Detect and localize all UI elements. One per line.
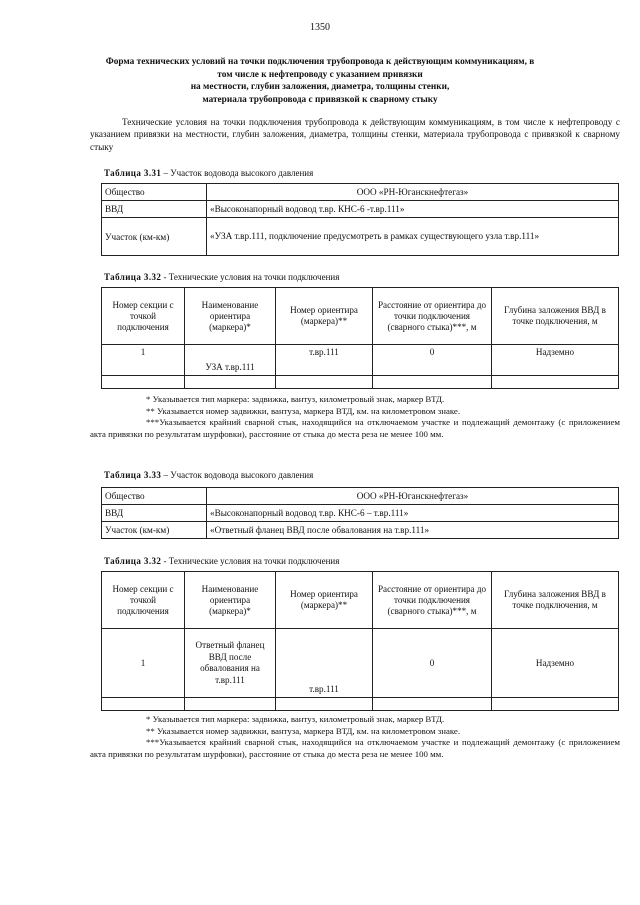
- table-cell: «УЗА т.вр.111, подключение предусмотреть в рамках существующего узла т.вр.111»: [207, 218, 619, 256]
- table4-caption-text: - Технические условия на точки подключения: [161, 556, 340, 566]
- table4-caption-label: Таблица 3.32: [104, 556, 162, 566]
- table2-footnotes: [90, 394, 620, 440]
- table-cell: [185, 376, 276, 389]
- table-cell: Участок (км-км): [102, 522, 207, 539]
- footnote: ***Указывается крайний сварной стык, находящийся на отключаемом участке и подлежащий демонтажу (с приложением акта привязки по результатам шурфовки), расстояние от стыка до места реза не менее 100 мм.: [90, 737, 620, 759]
- table-cell: Надземно: [492, 345, 619, 376]
- page-number: 1350: [310, 22, 330, 33]
- table4-connection-conditions: [101, 571, 619, 711]
- table-cell: [373, 376, 492, 389]
- table-cell: «Высоконапорный водовод т.вр. КНС-6 -т.вр.111»: [207, 201, 619, 218]
- table3-caption-text: – Участок водовода высокого давления: [161, 470, 314, 480]
- intro-paragraph: Технические условия на точки подключения трубопровода к действующим коммуникациям, в том числе к нефтепроводу с указанием привязки на местности, глубин заложения, диаметра, толщины стенки, материала трубопровода с привязкой к сварному стыку: [90, 117, 620, 152]
- table-cell: [276, 376, 373, 389]
- table-cell: «Высоконапорный водовод т.вр. КНС-6 – т.вр.111»: [207, 505, 619, 522]
- table2-connection-conditions: [101, 287, 619, 389]
- table3-section-info: [101, 487, 619, 539]
- table-cell: т.вр.111: [276, 629, 373, 698]
- title-line: материала трубопровода с привязкой к сварному стыку: [202, 94, 438, 105]
- table-cell: [492, 698, 619, 711]
- title-line: том числе к нефтепроводу с указанием привязки: [217, 69, 423, 80]
- table2-caption-text: - Технические условия на точки подключения: [161, 272, 340, 282]
- table-row: [102, 522, 619, 539]
- table4-footnotes: [90, 714, 620, 760]
- title-line: Форма технических условий на точки подключения трубопровода к действующим коммуникациям, в: [105, 57, 535, 67]
- column-header: Глубина заложения ВВД в точке подключения, м: [492, 288, 619, 345]
- title-line: на местности, глубин заложения, диаметра, толщины стенки,: [190, 82, 450, 92]
- table1-caption: [104, 168, 313, 178]
- column-header: Глубина заложения ВВД в точке подключения, м: [492, 572, 619, 629]
- table-row: [102, 201, 619, 218]
- table3-caption: [104, 470, 313, 480]
- table4-caption: [104, 556, 339, 566]
- table-cell: ВВД: [102, 505, 207, 522]
- table-cell: ООО «РН-Юганскнефтегаз»: [207, 488, 619, 505]
- table-cell: Общество: [102, 184, 207, 201]
- table-cell: УЗА т.вр.111: [185, 345, 276, 376]
- table-cell: [102, 698, 185, 711]
- table-row: [102, 488, 619, 505]
- document-title: [96, 56, 544, 106]
- table-cell: 0: [373, 345, 492, 376]
- table-cell: [492, 376, 619, 389]
- column-header: Расстояние от ориентира до точки подключения (сварного стыка)***, м: [373, 572, 492, 629]
- table-row: [102, 218, 619, 256]
- table3-caption-label: Таблица 3.33: [104, 470, 162, 480]
- table-row: [102, 698, 619, 711]
- footnote: ***Указывается крайний сварной стык, находящийся на отключаемом участке и подлежащий демонтажу (с приложением акта привязки по результатам шурфовки), расстояние от стыка до места реза не менее 100 мм.: [90, 417, 620, 439]
- column-header: Наименование ориентира (маркера)*: [185, 288, 276, 345]
- table-cell: [102, 376, 185, 389]
- table-cell: ООО «РН-Юганскнефтегаз»: [207, 184, 619, 201]
- footnote: * Указывается тип маркера: задвижка, вантуз, километровый знак, маркер ВТД.: [146, 714, 445, 724]
- table-cell: 1: [102, 629, 185, 698]
- column-header: Расстояние от ориентира до точки подключения (сварного стыка)***, м: [373, 288, 492, 345]
- table-cell: Общество: [102, 488, 207, 505]
- table-cell: [373, 698, 492, 711]
- table1-caption-text: – Участок водовода высокого давления: [161, 168, 314, 178]
- table-cell: Ответный фланец ВВД после обвалования на т.вр.111: [185, 629, 276, 698]
- table-cell: [185, 698, 276, 711]
- table-row: [102, 376, 619, 389]
- table-row: [102, 184, 619, 201]
- footnote: * Указывается тип маркера: задвижка, вантуз, километровый знак, маркер ВТД.: [146, 394, 445, 404]
- table-cell: Надземно: [492, 629, 619, 698]
- table-cell: Участок (км-км): [102, 218, 207, 256]
- table-row: [102, 345, 619, 376]
- table-cell: т.вр.111: [276, 345, 373, 376]
- table1-section-info: [101, 183, 619, 256]
- footnote: ** Указывается номер задвижки, вантуза, маркера ВТД, км. на километровом знаке.: [146, 725, 461, 736]
- table-cell: 0: [373, 629, 492, 698]
- footnote: ** Указывается номер задвижки, вантуза, маркера ВТД, км. на километровом знаке.: [146, 405, 461, 416]
- table-header-row: [102, 288, 619, 345]
- column-header: Наименование ориентира (маркера)*: [185, 572, 276, 629]
- table-row: [102, 629, 619, 698]
- table-cell: «Ответный фланец ВВД после обвалования на т.вр.111»: [207, 522, 619, 539]
- column-header: Номер секции с точкой подключения: [102, 572, 185, 629]
- column-header: Номер секции с точкой подключения: [102, 288, 185, 345]
- table1-caption-label: Таблица 3.31: [104, 168, 162, 178]
- table2-caption: [104, 272, 339, 282]
- table-row: [102, 505, 619, 522]
- table-cell: ВВД: [102, 201, 207, 218]
- column-header: Номер ориентира (маркера)**: [276, 572, 373, 629]
- table-cell: 1: [102, 345, 185, 376]
- column-header: Номер ориентира (маркера)**: [276, 288, 373, 345]
- table-cell: [276, 698, 373, 711]
- table2-caption-label: Таблица 3.32: [104, 272, 162, 282]
- table-header-row: [102, 572, 619, 629]
